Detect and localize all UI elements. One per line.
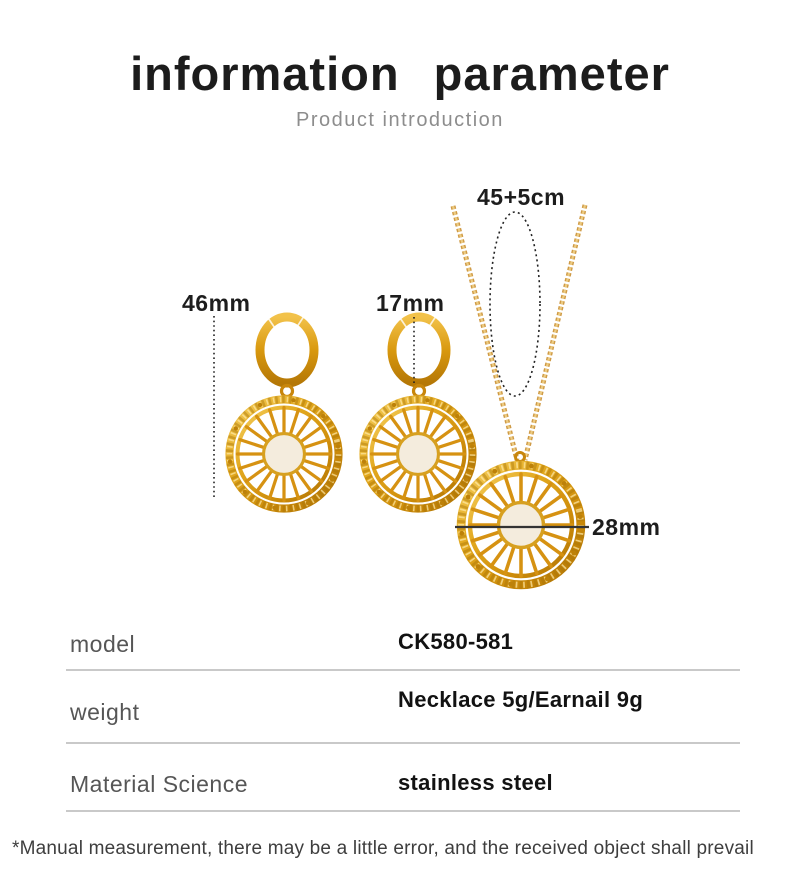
spec-row-material	[66, 744, 740, 812]
necklace-chain	[453, 205, 585, 462]
left-earring-pendant	[218, 388, 350, 520]
left-earring-hoop	[260, 317, 314, 397]
page-subtitle: Product introduction	[296, 109, 504, 132]
spec-label-weight: weight	[70, 699, 140, 726]
spec-value-model: CK580-581	[398, 628, 514, 654]
spec-label-model: model	[70, 631, 136, 658]
right-earring-hoop	[392, 317, 446, 397]
footnote: *Manual measurement, there may be a little error, and the received object shall prevail	[12, 838, 754, 860]
page-title: information parameter	[130, 47, 670, 100]
product-figure	[0, 154, 800, 614]
spec-table	[66, 614, 740, 812]
spec-value-weight: Necklace 5g/Earnail 9g	[398, 686, 644, 712]
pendant-diameter-label: 28mm	[592, 514, 661, 541]
spec-row-model	[66, 614, 740, 671]
hoop-diameter-label: 17mm	[376, 290, 445, 317]
spec-label-material: Material Science	[70, 770, 249, 797]
chain-length-label: 45+5cm	[477, 184, 566, 211]
header	[0, 0, 800, 134]
spec-value-material: stainless steel	[398, 770, 553, 796]
chain-length-measure-ellipse	[490, 212, 540, 396]
pendant-bail	[516, 453, 525, 462]
spec-row-weight	[66, 671, 740, 744]
jewelry-illustration	[0, 154, 800, 614]
earring-height-label: 46mm	[182, 290, 251, 317]
